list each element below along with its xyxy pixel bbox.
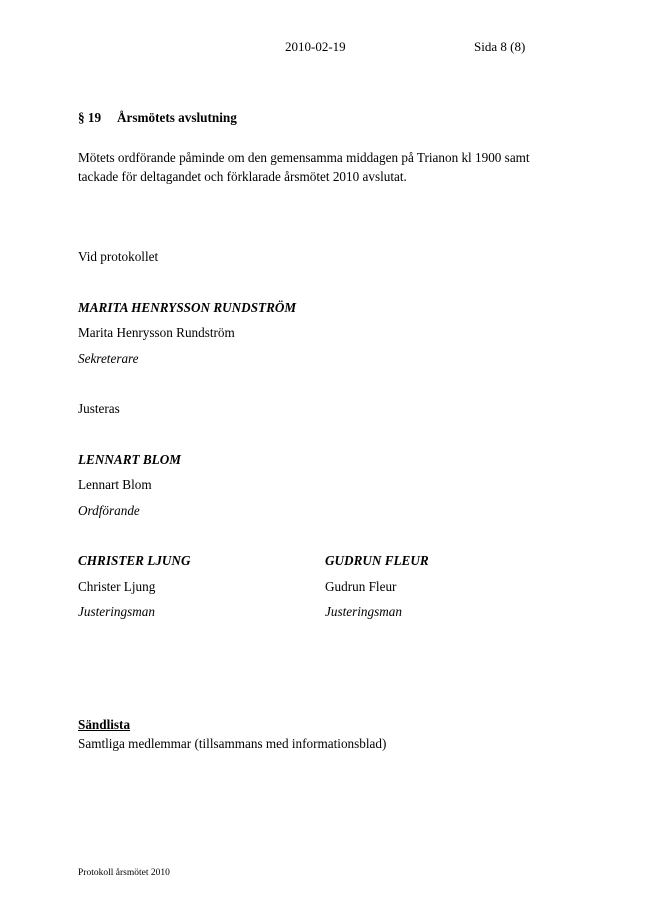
secretary-name: Marita Henrysson Rundström [78,325,235,340]
adjuster-signature: CHRISTER LJUNG [78,553,191,568]
chairman-signature: LENNART BLOM [78,452,181,467]
distribution-list-title: Sändlista [78,717,131,732]
chairman-role: Ordförande [78,503,140,518]
header-date: 2010-02-19 [285,39,346,54]
section-title: Årsmötets avslutning [117,110,237,125]
chairman-name: Lennart Blom [78,477,152,492]
justeras-label: Justeras [78,401,120,416]
section-number: § 19 [78,110,102,125]
header-page-number: Sida 8 (8) [474,39,526,54]
distribution-list-text: Samtliga medlemmar (tillsammans med informationsblad) [78,736,387,751]
secretary-signature: MARITA HENRYSSON RUNDSTRÖM [78,300,297,315]
adjuster-name: Christer Ljung [78,579,156,594]
section-body: Mötets ordförande påminde om den gemensamma middagen på Trianon kl 1900 samt tackade för deltagandet och förklarade årsmötet 2010 avslutat. [78,150,530,184]
adjuster-role: Justeringsman [325,604,402,619]
page-footer: Protokoll årsmötet 2010 [78,868,170,878]
adjuster-name: Gudrun Fleur [325,579,397,594]
secretary-role: Sekreterare [78,351,139,366]
adjuster-role: Justeringsman [78,604,155,619]
adjuster-signature: GUDRUN FLEUR [325,553,429,568]
vid-protokollet-label: Vid protokollet [78,249,159,264]
